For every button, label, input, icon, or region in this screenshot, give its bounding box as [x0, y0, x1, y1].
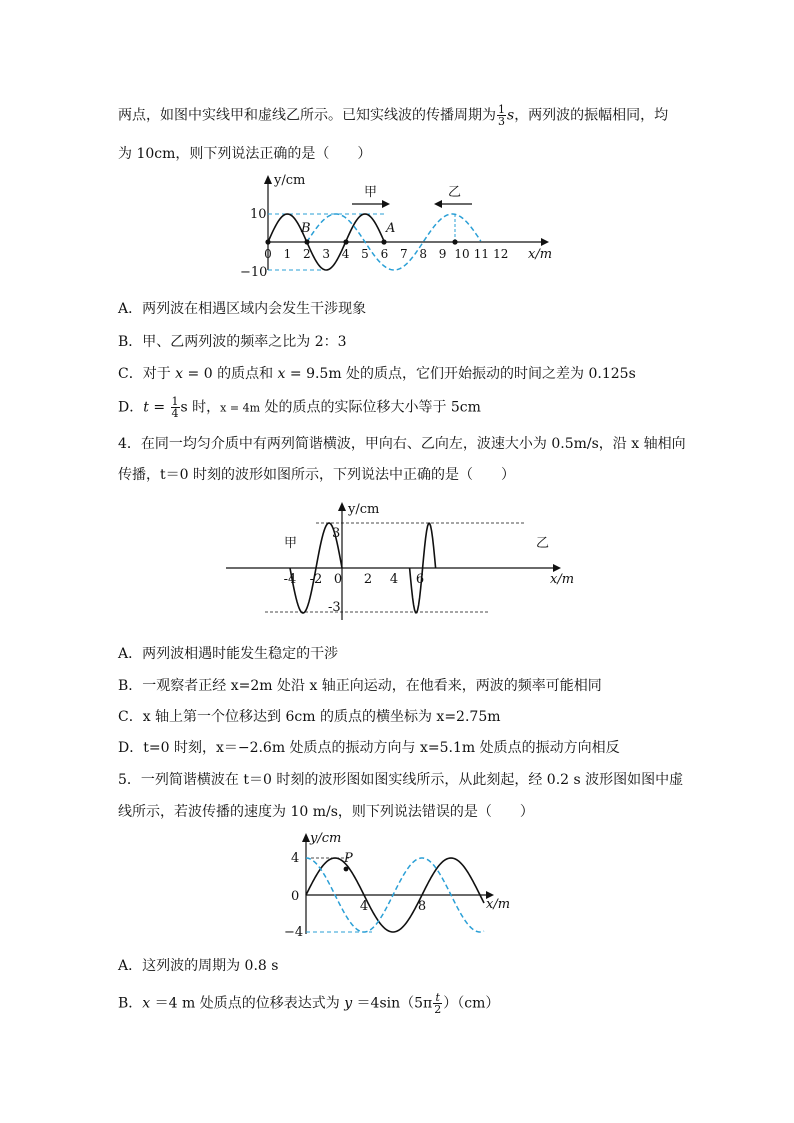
- q3-stem-text-2: ，两列波的振幅相同，均: [514, 107, 669, 124]
- x-tick-label: 12: [493, 247, 509, 261]
- x-tick-label: 6: [415, 572, 425, 587]
- q4-y-axis-arrow: [338, 502, 346, 511]
- q3-jia-arrow-head: [382, 200, 390, 208]
- q3-stem-line-2: 为 10cm，则下列说法正确的是（ ）: [118, 146, 372, 162]
- q5-point-P-label: P: [344, 851, 353, 866]
- q5-x-label: x/m: [486, 897, 511, 912]
- x-tick-label: 0: [264, 247, 272, 261]
- q5-stem-line-2: 线所示，若波传播的速度为 10 m/s，则下列说法错误的是（ ）: [118, 804, 534, 820]
- q3-period-fraction: $\frac{1}{3}$: [498, 103, 505, 128]
- x-tick-label: 7: [399, 247, 408, 261]
- x-tick-label: 11: [473, 247, 490, 261]
- q4-jia-label: 甲: [284, 536, 298, 551]
- q3-option-a[interactable]: A．两列波在相遇区域内会发生干涉现象: [118, 301, 367, 317]
- x-tick-label: 3: [322, 247, 331, 261]
- x-tick-label: 1: [283, 247, 292, 261]
- q4-y-bottom-label: -3: [328, 600, 341, 615]
- q4-yi-label: 乙: [536, 536, 550, 551]
- q5-y-top-label: 4: [291, 851, 300, 866]
- q3-y-axis-arrow: [264, 175, 272, 184]
- q3-stem-text: 两点，如图中实线甲和虚线乙所示。已知实线波的传播周期为: [118, 107, 496, 124]
- q4-wave-chart: [218, 495, 588, 625]
- x-tick-label: -2: [309, 572, 323, 587]
- q3-yi-label: 乙: [448, 185, 462, 200]
- q5-y-axis-arrow: [302, 833, 310, 842]
- q3-period-unit: s: [507, 107, 515, 124]
- q4-x-label: x/m: [550, 572, 575, 587]
- q4-option-b[interactable]: B．一观察者正经 x=2m 处沿 x 轴正向运动，在他看来，两波的频率可能相同: [118, 678, 602, 694]
- q3-point-B-dot: [304, 239, 309, 244]
- x-tick-label: 2: [363, 572, 373, 587]
- x-tick-label: 10: [454, 247, 470, 261]
- q4-x-axis-arrow: [553, 564, 561, 572]
- x-tick-label: 2: [302, 247, 311, 261]
- q4-y-label: y/cm: [348, 502, 380, 517]
- q5-option-a[interactable]: A．这列波的周期为 0.8 s: [118, 958, 279, 974]
- q3-x-label: x/m: [528, 247, 553, 262]
- q5-point-P-dot: [344, 867, 349, 872]
- q3-point-A-label: A: [386, 221, 396, 236]
- q5-y-bottom-label: −4: [284, 925, 304, 940]
- q4-option-a[interactable]: A．两列波相遇时能发生稳定的干涉: [118, 646, 339, 662]
- q3-origin-dot: [265, 239, 270, 244]
- q3-yi-arrow-head: [434, 200, 442, 208]
- q3-y-bottom-label: −10: [240, 265, 268, 280]
- x-tick-label: 4: [359, 899, 369, 914]
- x-tick-label: 8: [419, 247, 428, 261]
- q3-point-A-dot: [381, 239, 386, 244]
- q3-option-b[interactable]: B．甲、乙两列波的频率之比为 2：3: [118, 334, 347, 350]
- q3-y-label: y/cm: [274, 173, 306, 188]
- x-tick-label: 8: [417, 899, 427, 914]
- q3-option-d[interactable]: D．t = $\frac{1}{4}$ s 时，x = 4m 处的质点的实际位移大小等于 5cm: [118, 395, 481, 420]
- x-tick-label: 9: [438, 247, 447, 261]
- q3-point-B-label: B: [301, 221, 311, 236]
- q4-stem-line-2: 传播，t＝0 时刻的波形如图所示，下列说法中正确的是（ ）: [118, 467, 515, 483]
- q5-wave-chart: [282, 828, 522, 940]
- x-tick-label: 0: [333, 572, 343, 587]
- x-tick-label: 4: [389, 572, 399, 587]
- q5-option-b-fraction: $\frac{t}{2}$: [434, 991, 442, 1016]
- q3-x-ticks: [264, 247, 508, 261]
- x-tick-label: 4: [341, 247, 350, 261]
- x-tick-label: -4: [283, 572, 297, 587]
- q3-option-d-fraction: $\frac{1}{4}$: [171, 395, 179, 420]
- q3-point-x4-dot: [343, 239, 348, 244]
- q4-option-d[interactable]: D．t=0 时刻，x＝−2.6m 处质点的振动方向与 x=5.1m 处质点的振动方向相反: [118, 740, 620, 756]
- q4-x-ticks: [284, 572, 424, 587]
- q3-option-c[interactable]: C．对于 x = 0 的质点和 x = 9.5m 处的质点，它们开始振动的时间之差为 0.125s: [118, 366, 636, 382]
- q3-wave-chart: [236, 170, 556, 280]
- q4-stem-line-1: 4．在同一均匀介质中有两列简谐横波，甲向右、乙向左，波速大小为 0.5m/s，沿 x 轴相向: [118, 436, 686, 452]
- q5-y-label: y/cm: [310, 831, 342, 846]
- q4-option-c[interactable]: C．x 轴上第一个位移达到 6cm 的质点的横坐标为 x=2.75m: [118, 709, 501, 725]
- x-tick-label: 5: [361, 247, 369, 261]
- q3-y-top-label: 10: [250, 207, 267, 222]
- q5-stem-line-1: 5．一列简谐横波在 t＝0 时刻的波形图如图实线所示，从此刻起，经 0.2 s 波形图如图中虚: [118, 772, 684, 788]
- q4-y-top-label: 3: [332, 526, 341, 541]
- q3-point-x9.5-dot: [452, 239, 457, 244]
- q5-y-zero-label: 0: [291, 889, 300, 904]
- q3-jia-label: 甲: [364, 185, 378, 200]
- q3-x-axis-arrow: [541, 238, 549, 246]
- x-tick-label: 6: [380, 247, 389, 261]
- q5-option-b[interactable]: B．x ＝4 m 处质点的位移表达式为 y ＝4sin（5π $\frac{t}{2}$ ）（cm）: [118, 991, 500, 1016]
- q3-stem-line-1: [118, 104, 668, 127]
